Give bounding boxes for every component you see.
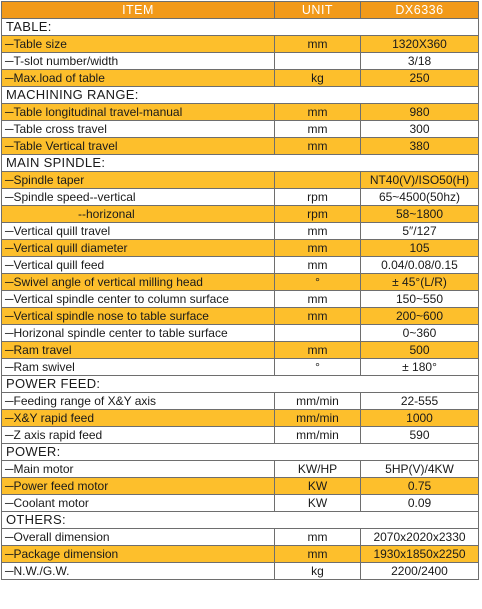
row-value: 0.04/0.08/0.15 bbox=[361, 257, 479, 274]
row-item-label: ─Coolant motor bbox=[2, 495, 275, 512]
row-item-label: ─Swivel angle of vertical milling head bbox=[2, 274, 275, 291]
section-row bbox=[2, 444, 479, 461]
row-unit: rpm bbox=[275, 206, 361, 223]
table-row bbox=[2, 563, 479, 580]
row-item-label: ─Ram swivel bbox=[2, 359, 275, 376]
table-row bbox=[2, 291, 479, 308]
row-unit: KW bbox=[275, 478, 361, 495]
row-item-label: --horizonal bbox=[2, 206, 275, 223]
row-item-label: ─Table longitudinal travel-manual bbox=[2, 104, 275, 121]
row-unit: mm bbox=[275, 257, 361, 274]
section-heading: MACHINING RANGE: bbox=[2, 87, 479, 104]
row-unit: KW bbox=[275, 495, 361, 512]
row-value: 5″/127 bbox=[361, 223, 479, 240]
row-unit: mm bbox=[275, 138, 361, 155]
row-value: 590 bbox=[361, 427, 479, 444]
table-row bbox=[2, 427, 479, 444]
section-row bbox=[2, 87, 479, 104]
row-item-label: ─Spindle speed--vertical bbox=[2, 189, 275, 206]
row-value: 0~360 bbox=[361, 325, 479, 342]
table-row bbox=[2, 529, 479, 546]
row-unit: kg bbox=[275, 70, 361, 87]
table-row bbox=[2, 172, 479, 189]
table-row bbox=[2, 223, 479, 240]
table-row bbox=[2, 274, 479, 291]
row-value: ± 45°(L/R) bbox=[361, 274, 479, 291]
row-value: 380 bbox=[361, 138, 479, 155]
section-heading: POWER: bbox=[2, 444, 479, 461]
row-unit: mm bbox=[275, 342, 361, 359]
row-value: 2200/2400 bbox=[361, 563, 479, 580]
row-unit: rpm bbox=[275, 189, 361, 206]
row-value: 65~4500(50hz) bbox=[361, 189, 479, 206]
row-unit: ° bbox=[275, 274, 361, 291]
table-row bbox=[2, 189, 479, 206]
row-value: 1000 bbox=[361, 410, 479, 427]
row-value: 500 bbox=[361, 342, 479, 359]
table-row bbox=[2, 393, 479, 410]
header-unit: UNIT bbox=[275, 2, 361, 19]
row-unit: mm bbox=[275, 546, 361, 563]
row-unit: mm bbox=[275, 104, 361, 121]
table-row bbox=[2, 121, 479, 138]
table-row bbox=[2, 240, 479, 257]
row-value: 58~1800 bbox=[361, 206, 479, 223]
table-row bbox=[2, 257, 479, 274]
row-item-label: ─N.W./G.W. bbox=[2, 563, 275, 580]
table-row bbox=[2, 36, 479, 53]
row-unit: mm bbox=[275, 121, 361, 138]
row-unit bbox=[275, 172, 361, 189]
table-row bbox=[2, 206, 479, 223]
spec-table bbox=[1, 1, 479, 580]
row-item-label: ─Vertical quill feed bbox=[2, 257, 275, 274]
table-row bbox=[2, 308, 479, 325]
section-row bbox=[2, 512, 479, 529]
row-unit: mm/min bbox=[275, 410, 361, 427]
section-heading: POWER FEED: bbox=[2, 376, 479, 393]
row-unit: KW/HP bbox=[275, 461, 361, 478]
row-value: ± 180° bbox=[361, 359, 479, 376]
section-row bbox=[2, 376, 479, 393]
row-value: 3/18 bbox=[361, 53, 479, 70]
row-value: NT40(V)/ISO50(H) bbox=[361, 172, 479, 189]
table-row bbox=[2, 104, 479, 121]
row-item-label: ─Z axis rapid feed bbox=[2, 427, 275, 444]
row-unit: ° bbox=[275, 359, 361, 376]
row-unit bbox=[275, 325, 361, 342]
row-item-label: ─Vertical quill diameter bbox=[2, 240, 275, 257]
row-item-label: ─X&Y rapid feed bbox=[2, 410, 275, 427]
table-row bbox=[2, 138, 479, 155]
row-value: 1930x1850x2250 bbox=[361, 546, 479, 563]
row-unit: mm/min bbox=[275, 393, 361, 410]
row-value: 200~600 bbox=[361, 308, 479, 325]
row-item-label: ─Table cross travel bbox=[2, 121, 275, 138]
table-row bbox=[2, 53, 479, 70]
row-value: 5HP(V)/4KW bbox=[361, 461, 479, 478]
row-item-label: ─T-slot number/width bbox=[2, 53, 275, 70]
table-row bbox=[2, 495, 479, 512]
row-unit: kg bbox=[275, 563, 361, 580]
row-item-label: ─Main motor bbox=[2, 461, 275, 478]
table-row bbox=[2, 461, 479, 478]
header-model: DX6336 bbox=[361, 2, 479, 19]
row-value: 22-555 bbox=[361, 393, 479, 410]
row-item-label: ─Horizonal spindle center to table surface bbox=[2, 325, 275, 342]
spec-table-body bbox=[2, 19, 479, 580]
table-row bbox=[2, 70, 479, 87]
row-value: 250 bbox=[361, 70, 479, 87]
row-unit: mm bbox=[275, 240, 361, 257]
row-item-label: ─Spindle taper bbox=[2, 172, 275, 189]
row-value: 980 bbox=[361, 104, 479, 121]
section-heading: OTHERS: bbox=[2, 512, 479, 529]
row-item-label: ─Feeding range of X&Y axis bbox=[2, 393, 275, 410]
row-item-label: ─Power feed motor bbox=[2, 478, 275, 495]
section-row bbox=[2, 155, 479, 172]
row-unit bbox=[275, 53, 361, 70]
table-row bbox=[2, 359, 479, 376]
row-item-label: ─Max.load of table bbox=[2, 70, 275, 87]
table-row bbox=[2, 478, 479, 495]
row-item-label: ─Vertical quill travel bbox=[2, 223, 275, 240]
header-row bbox=[2, 2, 479, 19]
row-unit: mm/min bbox=[275, 427, 361, 444]
row-item-label: ─Vertical spindle nose to table surface bbox=[2, 308, 275, 325]
row-unit: mm bbox=[275, 223, 361, 240]
row-item-label: ─Ram travel bbox=[2, 342, 275, 359]
section-heading: TABLE: bbox=[2, 19, 479, 36]
row-value: 300 bbox=[361, 121, 479, 138]
row-item-label: ─Package dimension bbox=[2, 546, 275, 563]
table-row bbox=[2, 546, 479, 563]
table-row bbox=[2, 325, 479, 342]
row-item-label: ─Overall dimension bbox=[2, 529, 275, 546]
table-row bbox=[2, 410, 479, 427]
row-value: 2070x2020x2330 bbox=[361, 529, 479, 546]
table-row bbox=[2, 342, 479, 359]
row-item-label: ─Table Vertical travel bbox=[2, 138, 275, 155]
row-unit: mm bbox=[275, 291, 361, 308]
row-value: 150~550 bbox=[361, 291, 479, 308]
row-unit: mm bbox=[275, 36, 361, 53]
section-row bbox=[2, 19, 479, 36]
row-unit: mm bbox=[275, 308, 361, 325]
row-value: 0.09 bbox=[361, 495, 479, 512]
row-value: 0.75 bbox=[361, 478, 479, 495]
row-unit: mm bbox=[275, 529, 361, 546]
row-value: 105 bbox=[361, 240, 479, 257]
row-item-label: ─Vertical spindle center to column surface bbox=[2, 291, 275, 308]
header-item: ITEM bbox=[2, 2, 275, 19]
spec-table-header bbox=[2, 2, 479, 19]
row-value: 1320X360 bbox=[361, 36, 479, 53]
row-item-label: ─Table size bbox=[2, 36, 275, 53]
section-heading: MAIN SPINDLE: bbox=[2, 155, 479, 172]
